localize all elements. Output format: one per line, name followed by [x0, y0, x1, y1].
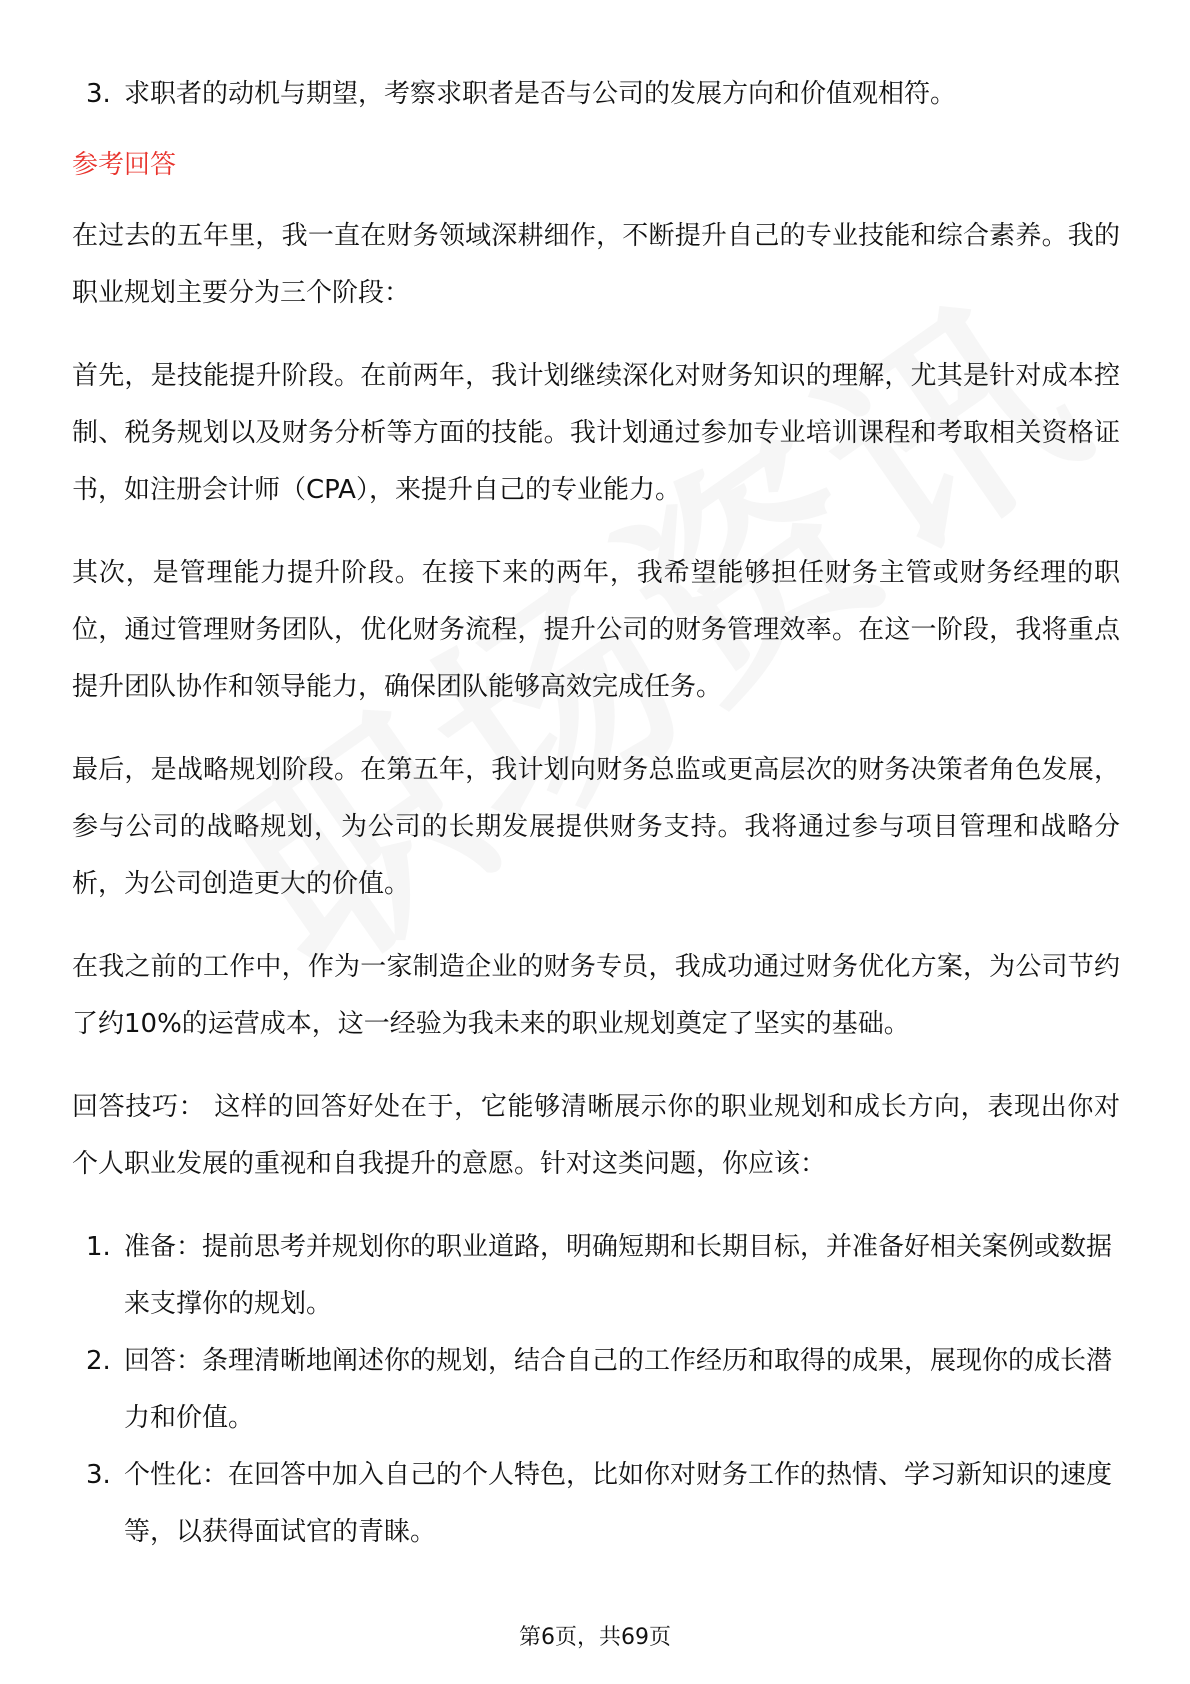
tips-list: [72, 1219, 1120, 1561]
list-text: 求职者的动机与期望，考察求职者是否与公司的发展方向和价值观相符。: [124, 79, 957, 109]
tips-intro: 回答技巧： 这样的回答好处在于，它能够清晰展示你的职业规划和成长方向，表现出你对个人职业发展的重视和自我提升的意愿。针对这类问题，你应该：: [72, 1092, 1120, 1179]
list-text: 个性化：在回答中加入自己的个人特色，比如你对财务工作的热情、学习新知识的速度等，以获得面试官的青睐。: [124, 1460, 1113, 1547]
paragraph: 首先，是技能提升阶段。在前两年，我计划继续深化对财务知识的理解，尤其是针对成本控制、税务规划以及财务分析等方面的技能。我计划通过参加专业培训课程和考取相关资格证书，如注册会计师（CPA），来提升自己的专业能力。: [72, 361, 1120, 505]
list-number: 3.: [86, 1460, 111, 1490]
list-number: 3.: [86, 79, 111, 109]
list-text: 回答：条理清晰地阐述你的规划，结合自己的工作经历和取得的成果，展现你的成长潜力和价值。: [124, 1346, 1113, 1433]
section-title: 参考回答: [72, 150, 177, 180]
list-text: 准备：提前思考并规划你的职业道路，明确短期和长期目标，并准备好相关案例或数据来支撑你的规划。: [124, 1232, 1113, 1319]
page-footer: 第6页，共69页: [519, 1625, 671, 1650]
paragraph: 在我之前的工作中，作为一家制造企业的财务专员，我成功通过财务优化方案，为公司节约了约10%的运营成本，这一经验为我未来的职业规划奠定了坚实的基础。: [72, 952, 1120, 1039]
list-item: [72, 66, 1120, 123]
list-number: 1.: [86, 1232, 111, 1262]
page-content: [72, 66, 1120, 1561]
paragraph: 其次，是管理能力提升阶段。在接下来的两年，我希望能够担任财务主管或财务经理的职位，通过管理财务团队，优化财务流程，提升公司的财务管理效率。在这一阶段，我将重点提升团队协作和领导能力，确保团队能够高效完成任务。: [72, 558, 1120, 702]
intro-list: [72, 66, 1120, 123]
list-item: [72, 1219, 1120, 1333]
list-number: 2.: [86, 1346, 111, 1376]
list-item: [72, 1333, 1120, 1447]
paragraph: 最后，是战略规划阶段。在第五年，我计划向财务总监或更高层次的财务决策者角色发展，参与公司的战略规划，为公司的长期发展提供财务支持。我将通过参与项目管理和战略分析，为公司创造更大的价值。: [72, 755, 1120, 899]
list-item: [72, 1447, 1120, 1561]
paragraph: 在过去的五年里，我一直在财务领域深耕细作，不断提升自己的专业技能和综合素养。我的职业规划主要分为三个阶段：: [72, 221, 1120, 308]
